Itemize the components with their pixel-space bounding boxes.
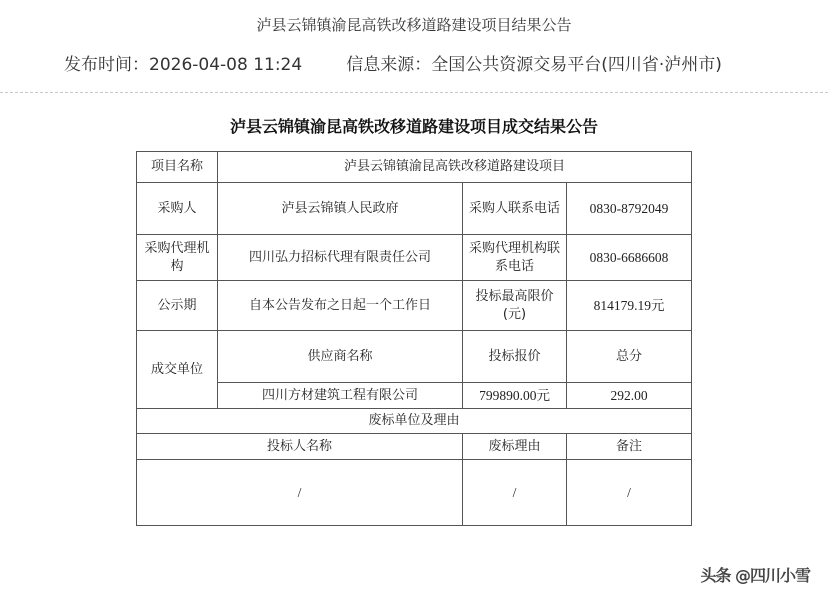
max-price-label: 投标最高限价(元) xyxy=(463,281,567,331)
supplier-header: 供应商名称 xyxy=(218,331,463,383)
max-price: 814179.19元 xyxy=(567,281,692,331)
agency-phone: 0830-6686608 xyxy=(567,235,692,281)
document-title: 泸县云锦镇渝昆高铁改移道路建设项目成交结果公告 xyxy=(229,117,598,136)
agency-label: 采购代理机构 xyxy=(137,235,218,281)
purchaser: 泸县云锦镇人民政府 xyxy=(218,183,463,235)
rejected-remark: / xyxy=(567,460,692,526)
winner-score: 292.00 xyxy=(567,383,692,409)
agency-phone-label: 采购代理机构联系电话 xyxy=(463,235,567,281)
remark-header: 备注 xyxy=(567,434,692,460)
winner-label: 成交单位 xyxy=(137,331,218,409)
winner-supplier: 四川方材建筑工程有限公司 xyxy=(218,383,463,409)
row-project-name xyxy=(137,152,692,183)
winner-bid-price: 799890.00元 xyxy=(463,383,567,409)
result-table xyxy=(136,151,692,526)
row-notice-period xyxy=(137,281,692,331)
row-rejected xyxy=(137,460,692,526)
meta-line xyxy=(64,50,722,75)
row-winner-header xyxy=(137,331,692,383)
row-rejected-header xyxy=(137,434,692,460)
row-rejected-section xyxy=(137,409,692,434)
purchaser-phone: 0830-8792049 xyxy=(567,183,692,235)
publish-time: 发布时间：2026-04-08 11:24 xyxy=(64,55,303,75)
notice-period-label: 公示期 xyxy=(137,281,218,331)
bidder-header: 投标人名称 xyxy=(137,434,463,460)
info-source: 信息来源：全国公共资源交易平台(四川省·泸州市) xyxy=(346,55,722,75)
agency: 四川弘力招标代理有限责任公司 xyxy=(218,235,463,281)
reason-header: 废标理由 xyxy=(463,434,567,460)
score-header: 总分 xyxy=(567,331,692,383)
row-purchaser xyxy=(137,183,692,235)
row-winner xyxy=(137,383,692,409)
purchaser-phone-label: 采购人联系电话 xyxy=(463,183,567,235)
notice-period: 自本公告发布之日起一个工作日 xyxy=(218,281,463,331)
page-title: 泸县云锦镇渝昆高铁改移道路建设项目结果公告 xyxy=(256,16,572,34)
row-agency xyxy=(137,235,692,281)
project-name-label: 项目名称 xyxy=(137,152,218,183)
bid-price-header: 投标报价 xyxy=(463,331,567,383)
project-name: 泸县云锦镇渝昆高铁改移道路建设项目 xyxy=(218,152,692,183)
rejected-section-label: 废标单位及理由 xyxy=(137,409,692,434)
divider xyxy=(0,92,828,93)
purchaser-label: 采购人 xyxy=(137,183,218,235)
rejected-bidder: / xyxy=(137,460,463,526)
rejected-reason: / xyxy=(463,460,567,526)
watermark: 头条 @四川小雪 xyxy=(700,566,810,585)
